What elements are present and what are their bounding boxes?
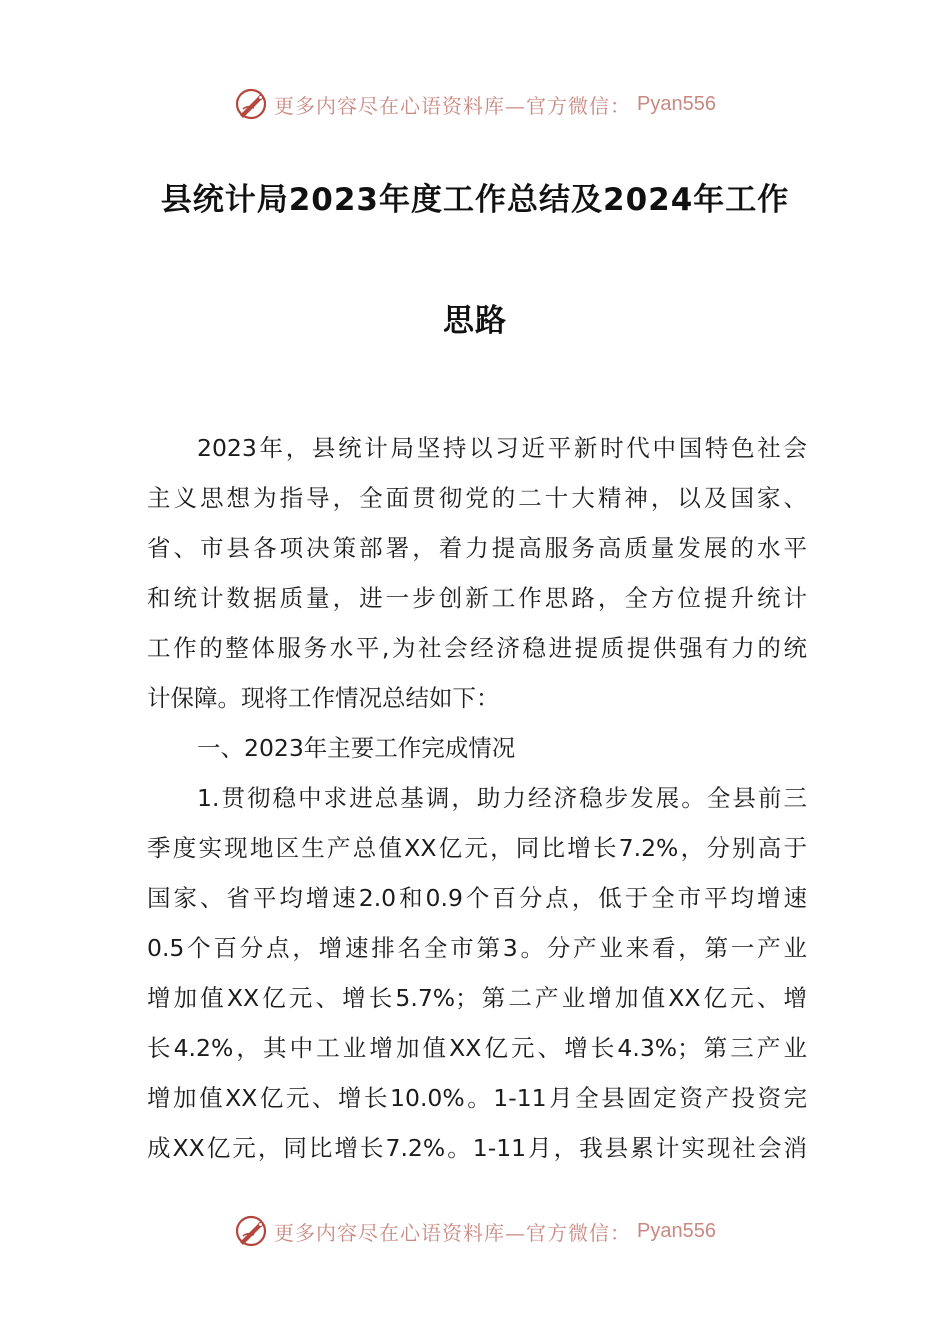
body-line: 省、市县各项决策部署，着力提高服务高质量发展的水平 xyxy=(147,534,807,562)
body-line: 成XX亿元，同比增长7.2%。1-11月，我县累计实现社会消 xyxy=(147,1134,807,1162)
document-title-line-2: 思路 xyxy=(443,303,507,339)
body-line: 长4.2%，其中工业增加值XX亿元、增长4.3%；第三产业 xyxy=(147,1034,807,1062)
body-line: 增加值XX亿元、增长10.0%。1-11月全县固定资产投资完 xyxy=(147,1084,807,1112)
watermark-footer xyxy=(0,1211,950,1251)
body-line: 工作的整体服务水平,为社会经济稳进提质提供强有力的统 xyxy=(147,634,807,662)
body-line: 和统计数据质量，进一步创新工作思路，全方位提升统计 xyxy=(147,584,807,612)
body-line: 2023年，县统计局坚持以习近平新时代中国特色社会 xyxy=(197,434,807,462)
watermark-wechat-id: Pyan556 xyxy=(637,92,716,115)
body-line: 增加值XX亿元、增长5.7%；第二产业增加值XX亿元、增 xyxy=(147,984,807,1012)
watermark-wechat-id: Pyan556 xyxy=(637,1219,716,1242)
watermark-text: 更多内容尽在心语资料库—官方微信： xyxy=(274,1220,632,1245)
body-line: 季度实现地区生产总值XX亿元，同比增长7.2%，分别高于 xyxy=(147,834,807,862)
body-line: 主义思想为指导，全面贯彻党的二十大精神，以及国家、 xyxy=(147,484,807,512)
watermark-header xyxy=(0,84,950,124)
body-line: 国家、省平均增速2.0和0.9个百分点，低于全市平均增速 xyxy=(147,884,807,912)
watermark-text: 更多内容尽在心语资料库—官方微信： xyxy=(274,93,632,118)
section-heading: 一、2023年主要工作完成情况 xyxy=(197,734,516,762)
pen-logo-icon xyxy=(234,87,268,121)
body-line: 1.贯彻稳中求进总基调，助力经济稳步发展。全县前三 xyxy=(197,784,807,812)
document-title-line-1: 县统计局2023年度工作总结及2024年工作 xyxy=(160,182,790,218)
body-line: 计保障。现将工作情况总结如下： xyxy=(147,684,500,712)
pen-logo-icon xyxy=(234,1214,268,1248)
body-line: 0.5个百分点，增速排名全市第3。分产业来看，第一产业 xyxy=(147,934,807,962)
